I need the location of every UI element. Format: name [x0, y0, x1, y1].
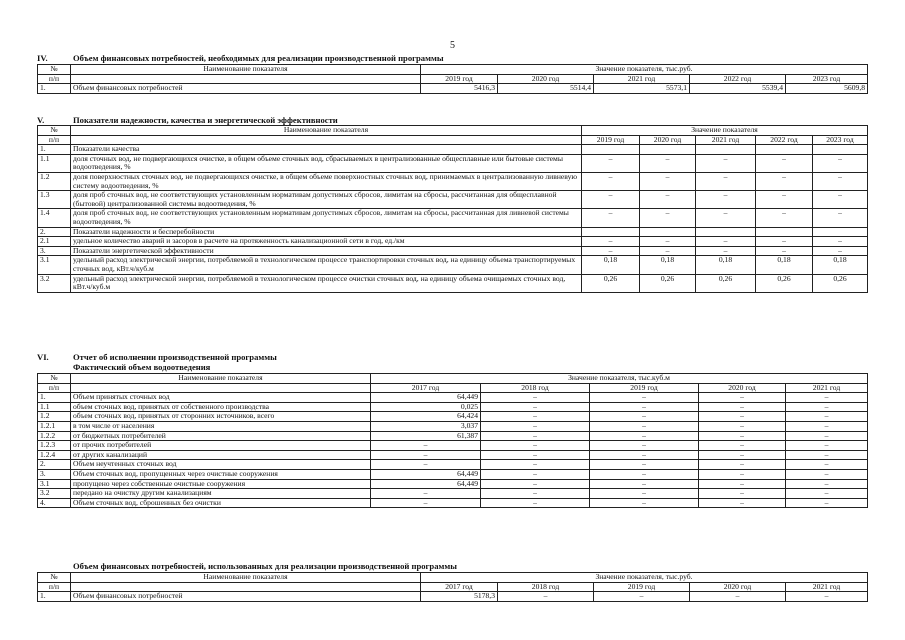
table-row [38, 460, 868, 470]
header-value: Значение показателя [582, 126, 868, 136]
table-header-row [38, 573, 868, 583]
table-row [38, 237, 868, 247]
header-pp: п/п [38, 74, 71, 84]
row-value: – [696, 191, 756, 209]
row-value: – [582, 237, 640, 247]
row-value: – [813, 172, 868, 190]
row-value: – [756, 191, 813, 209]
row-number: 1. [38, 592, 71, 602]
header-name: Наименование показателя [71, 126, 582, 136]
row-value: – [481, 469, 590, 479]
row-value: – [481, 402, 590, 412]
row-value: – [590, 441, 699, 451]
row-value: – [699, 469, 786, 479]
table-row [38, 441, 868, 451]
row-value: 0,18 [756, 256, 813, 274]
header-year: 2018 год [498, 582, 594, 592]
header-blank [71, 383, 371, 393]
header-name: Наименование показателя [71, 573, 421, 583]
table-row [38, 592, 868, 602]
header-name: Наименование показателя [71, 65, 421, 75]
table-header-row [38, 126, 868, 136]
row-value: – [481, 489, 590, 499]
row-value: – [371, 498, 481, 508]
row-value: 0,26 [813, 274, 868, 292]
header-year: 2018 год [481, 383, 590, 393]
row-number: 2. [38, 227, 71, 237]
row-value: – [640, 209, 696, 227]
row-value: – [786, 441, 868, 451]
row-number: 1.4 [38, 209, 71, 227]
row-value: – [640, 154, 696, 172]
row-number: 1.2.4 [38, 450, 71, 460]
row-name: Объем неучтенных сточных вод [71, 460, 371, 470]
table-row [38, 172, 868, 190]
row-value: – [590, 412, 699, 422]
row-name: Объем финансовых потребностей [71, 84, 421, 94]
header-year: 2022 год [690, 74, 786, 84]
row-value: 64,449 [371, 479, 481, 489]
table-header-row [38, 383, 868, 393]
row-value: – [813, 191, 868, 209]
table-header-row [38, 135, 868, 145]
row-number: 3.1 [38, 256, 71, 274]
row-name: удельное количество аварий и засоров в расчете на протяженность канализационной сети в год, ед./км [71, 237, 582, 247]
row-value: – [481, 441, 590, 451]
row-value: – [756, 172, 813, 190]
header-pp: п/п [38, 383, 71, 393]
header-no: № [38, 65, 71, 75]
row-name: от прочих потребителей [71, 441, 371, 451]
row-value: – [699, 489, 786, 499]
row-value [756, 145, 813, 155]
row-value: – [590, 402, 699, 412]
row-value: – [786, 421, 868, 431]
row-value: – [786, 592, 868, 602]
row-value: – [699, 393, 786, 403]
row-value: – [371, 489, 481, 499]
row-value: – [481, 393, 590, 403]
section-7-title: Объем финансовых потребностей, использованных для реализации производственной программы [73, 561, 457, 571]
header-no: № [38, 573, 71, 583]
row-value: – [699, 450, 786, 460]
row-name: доля проб сточных вод, не соответствующих установленным нормативам допустимых сбросов, лимитам на сбросы, рассчитанная для общесплавной (бытовой) централизованной системы водоотведения, % [71, 191, 582, 209]
row-name: Показатели энергетической эффективности [71, 246, 582, 256]
row-number: 1.1 [38, 402, 71, 412]
row-name: доля проб сточных вод, не соответствующих установленным нормативам допустимых сбросов, лимитам на сбросы, рассчитанная для ливневой системы водоотведения, % [71, 209, 582, 227]
header-blank [71, 135, 582, 145]
table-row [38, 227, 868, 237]
header-year: 2022 год [756, 135, 813, 145]
table-row [38, 393, 868, 403]
table-header-row [38, 374, 868, 384]
header-year: 2021 год [594, 74, 690, 84]
table-row [38, 421, 868, 431]
row-name: Объем сточных вод, пропущенных через очистные сооружения [71, 469, 371, 479]
row-value: – [640, 191, 696, 209]
s5-body [38, 145, 868, 293]
row-value: 0,18 [696, 256, 756, 274]
row-value: – [481, 421, 590, 431]
row-value: – [481, 498, 590, 508]
header-value: Значение показателя, тыс.куб.м [371, 374, 868, 384]
header-no: № [38, 126, 71, 136]
row-value [696, 145, 756, 155]
row-name: объем сточных вод, принятых от собственного производства [71, 402, 371, 412]
row-value: – [696, 209, 756, 227]
row-name: передано на очистку другим канализациям [71, 489, 371, 499]
row-value: – [640, 246, 696, 256]
row-value: – [640, 172, 696, 190]
table-row [38, 489, 868, 499]
row-value: – [786, 479, 868, 489]
financial-used-table [37, 572, 868, 602]
s6-body [38, 393, 868, 508]
row-value: – [786, 498, 868, 508]
table-row [38, 154, 868, 172]
row-value: – [582, 154, 640, 172]
header-value: Значение показателя, тыс.руб. [421, 573, 868, 583]
row-number: 1.2.3 [38, 441, 71, 451]
section-5-title: Показатели надежности, качества и энергетической эффективности [73, 115, 338, 125]
row-name: Объем сточных вод, сброшенных без очистки [71, 498, 371, 508]
row-value: – [590, 421, 699, 431]
row-number: 1.1 [38, 154, 71, 172]
row-number: 3.2 [38, 489, 71, 499]
row-value: 5178,3 [421, 592, 498, 602]
row-value: – [690, 592, 786, 602]
row-value: 64,449 [371, 393, 481, 403]
row-value: – [481, 479, 590, 489]
section-4-heading [37, 53, 444, 63]
financial-needs-table [37, 64, 868, 94]
row-number: 1.3 [38, 191, 71, 209]
row-value: 0,26 [696, 274, 756, 292]
row-value: – [699, 479, 786, 489]
row-name: удельный расход электрической энергии, потребляемой в технологическом процессе транспортировки сточных вод, на единицу объема транспортируемых сточных вод, кВт.ч/куб.м [71, 256, 582, 274]
header-name: Наименование показателя [71, 374, 371, 384]
row-value: 61,387 [371, 431, 481, 441]
row-value: – [756, 209, 813, 227]
row-number: 1.2 [38, 412, 71, 422]
row-value: – [481, 431, 590, 441]
row-value: – [696, 154, 756, 172]
row-number: 1. [38, 84, 71, 94]
section-6-subtitle: Фактический объем водоотведения [73, 362, 211, 372]
row-number: 1.2 [38, 172, 71, 190]
row-name: доля поверхностных сточных вод, не подвергающихся очистке, в общем объеме поверхностных сточных вод, принимаемых в централизованную ливневую систему водоотведения, % [71, 172, 582, 190]
row-value: – [582, 246, 640, 256]
row-value: 64,424 [371, 412, 481, 422]
row-name: Показатели качества [71, 145, 582, 155]
row-value: – [786, 431, 868, 441]
row-value: – [813, 246, 868, 256]
table-row [38, 498, 868, 508]
header-pp: п/п [38, 582, 71, 592]
row-value: – [590, 479, 699, 489]
header-year: 2019 год [590, 383, 699, 393]
row-value: 0,18 [640, 256, 696, 274]
row-value: – [481, 450, 590, 460]
row-value: 5416,3 [421, 84, 498, 94]
row-value: 5514,4 [498, 84, 594, 94]
row-value: – [756, 246, 813, 256]
row-value: – [813, 154, 868, 172]
row-value: 0,26 [582, 274, 640, 292]
row-value: – [371, 450, 481, 460]
section-6-number: VI. [37, 352, 49, 362]
table-row [38, 191, 868, 209]
row-value: – [590, 393, 699, 403]
row-value [813, 227, 868, 237]
row-value: – [582, 209, 640, 227]
row-number: 1.2.1 [38, 421, 71, 431]
row-name: от других канализаций [71, 450, 371, 460]
table-row [38, 402, 868, 412]
row-value: – [699, 402, 786, 412]
header-no: № [38, 374, 71, 384]
header-year: 2020 год [690, 582, 786, 592]
row-value: – [481, 412, 590, 422]
row-name: от бюджетных потребителей [71, 431, 371, 441]
header-blank [71, 582, 421, 592]
row-value: – [786, 489, 868, 499]
table-row [38, 256, 868, 274]
row-value: – [813, 237, 868, 247]
row-number: 3. [38, 246, 71, 256]
row-value [640, 227, 696, 237]
row-value: 0,26 [640, 274, 696, 292]
table-row [38, 274, 868, 292]
row-value: – [696, 246, 756, 256]
row-value [696, 227, 756, 237]
header-year: 2023 год [786, 74, 868, 84]
row-name: Объем финансовых потребностей [71, 592, 421, 602]
row-value: – [696, 237, 756, 247]
row-value: – [756, 154, 813, 172]
section-4-number: IV. [37, 53, 48, 63]
row-value: – [786, 450, 868, 460]
row-value: – [590, 460, 699, 470]
header-blank [71, 74, 421, 84]
row-value [756, 227, 813, 237]
header-year: 2020 год [699, 383, 786, 393]
row-value: – [786, 402, 868, 412]
row-value: – [590, 431, 699, 441]
row-value: 5539,4 [690, 84, 786, 94]
header-year: 2020 год [640, 135, 696, 145]
row-name: в том числе от населения [71, 421, 371, 431]
row-value [582, 227, 640, 237]
row-value: – [590, 498, 699, 508]
header-year: 2021 год [786, 383, 868, 393]
row-number: 2.1 [38, 237, 71, 247]
row-value: – [481, 460, 590, 470]
row-value: – [594, 592, 690, 602]
row-value: – [756, 237, 813, 247]
row-number: 3. [38, 469, 71, 479]
row-value: – [371, 441, 481, 451]
table-row [38, 479, 868, 489]
row-value: – [371, 460, 481, 470]
row-value: – [590, 450, 699, 460]
header-year: 2023 год [813, 135, 868, 145]
section-4-title: Объем финансовых потребностей, необходимых для реализации производственной программы [73, 53, 444, 63]
row-number: 1. [38, 393, 71, 403]
row-name: доля сточных вод, не подвергающихся очистке, в общем объеме сточных вод, сбрасываемых в централизованные общесплавные или бытовые системы водоотведения, % [71, 154, 582, 172]
row-value: 5609,8 [786, 84, 868, 94]
row-value [582, 145, 640, 155]
header-year: 2019 год [582, 135, 640, 145]
wastewater-volume-table [37, 373, 868, 508]
header-year: 2020 год [498, 74, 594, 84]
header-pp: п/п [38, 135, 71, 145]
header-year: 2017 год [371, 383, 481, 393]
row-value: 0,26 [756, 274, 813, 292]
row-value [813, 145, 868, 155]
table-row [38, 469, 868, 479]
row-name: Показатели надежности и бесперебойности [71, 227, 582, 237]
row-value: – [699, 412, 786, 422]
table-row [38, 412, 868, 422]
row-value: – [498, 592, 594, 602]
table-header-row [38, 74, 868, 84]
page-number: 5 [450, 40, 455, 51]
table-row [38, 145, 868, 155]
row-name: удельный расход электрической энергии, потребляемой в технологическом процессе очистки сточных вод, на единицу объема очищаемых сточных вод, кВт.ч/куб.м [71, 274, 582, 292]
header-year: 2017 год [421, 582, 498, 592]
row-value: – [786, 393, 868, 403]
table-row [38, 246, 868, 256]
section-6-heading [37, 352, 277, 362]
row-value: – [699, 431, 786, 441]
row-name: Объем принятых сточных вод [71, 393, 371, 403]
row-value: – [699, 421, 786, 431]
table-header-row [38, 582, 868, 592]
row-value: 0,18 [813, 256, 868, 274]
section-6-title: Отчет об исполнении производственной программы [73, 352, 277, 362]
row-value: – [582, 191, 640, 209]
row-value: 0,025 [371, 402, 481, 412]
table-row [38, 84, 868, 94]
row-number: 4. [38, 498, 71, 508]
row-value: – [786, 460, 868, 470]
quality-indicators-table [37, 125, 868, 293]
row-value: – [699, 498, 786, 508]
row-name: объем сточных вод, принятых от сторонних источников, всего [71, 412, 371, 422]
table-row [38, 431, 868, 441]
header-year: 2021 год [696, 135, 756, 145]
header-year: 2019 год [421, 74, 498, 84]
header-year: 2019 год [594, 582, 690, 592]
row-value: – [786, 469, 868, 479]
header-value: Значение показателя, тыс.руб. [421, 65, 868, 75]
row-value: – [640, 237, 696, 247]
row-name: пропущено через собственные очистные сооружения [71, 479, 371, 489]
row-value: – [699, 441, 786, 451]
row-value: – [582, 172, 640, 190]
row-value: 5573,1 [594, 84, 690, 94]
row-number: 1. [38, 145, 71, 155]
row-value: 64,449 [371, 469, 481, 479]
row-number: 3.2 [38, 274, 71, 292]
row-value: – [696, 172, 756, 190]
row-value: – [786, 412, 868, 422]
row-number: 3.1 [38, 479, 71, 489]
row-number: 2. [38, 460, 71, 470]
section-5-number: V. [37, 115, 45, 125]
row-value: 0,18 [582, 256, 640, 274]
row-value: – [590, 489, 699, 499]
table-header-row [38, 65, 868, 75]
table-row [38, 450, 868, 460]
row-value: – [590, 469, 699, 479]
row-value: – [699, 460, 786, 470]
row-number: 1.2.2 [38, 431, 71, 441]
header-year: 2021 год [786, 582, 868, 592]
section-5-heading [37, 115, 338, 125]
table-row [38, 209, 868, 227]
row-value [640, 145, 696, 155]
row-value: – [813, 209, 868, 227]
row-value: 3,037 [371, 421, 481, 431]
